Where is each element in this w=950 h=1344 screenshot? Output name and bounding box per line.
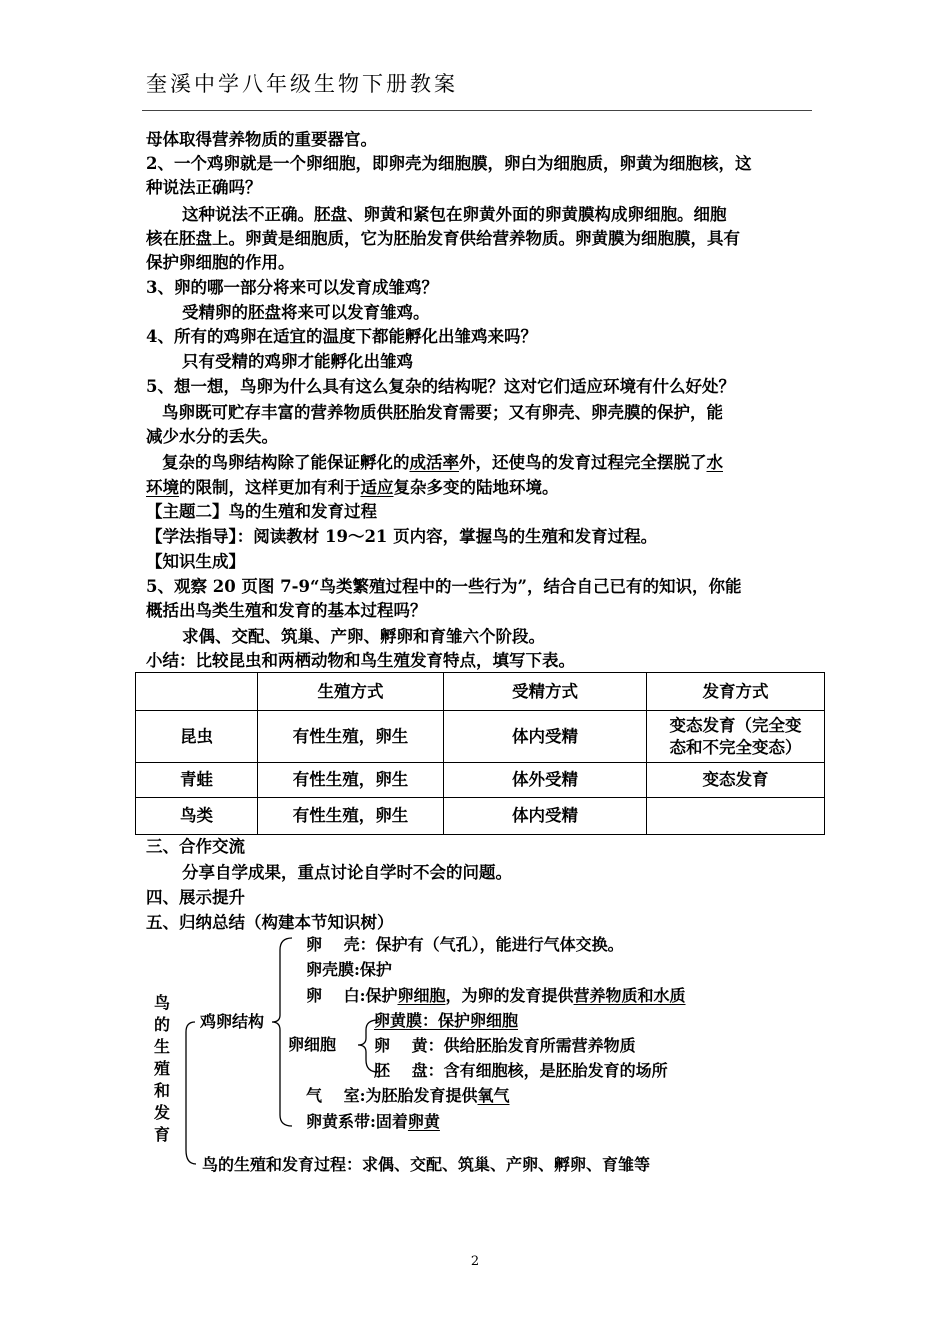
table-header: 受精方式 [444,673,647,711]
tree-node-shell: 卵 壳：保护有（气孔），能进行气体交换。 [306,935,624,954]
section-3-heading: 三、合作交流 [146,837,245,856]
tree-node-process: 鸟的生殖和发育过程：求偶、交配、筑巢、产卵、孵卵、育雏等 [202,1155,651,1174]
answer-3: 受精卵的胚盘将来可以发育雏鸡。 [182,303,430,322]
table-cell: 变态发育（完全变 态和不完全变态） [647,711,825,763]
table-cell: 鸟类 [136,798,258,835]
tree-node-white: 卵 白:保护卵细胞，为卵的发育提供营养物质和水质 [306,986,686,1005]
page-number: 2 [470,1254,480,1269]
text-line: 种说法正确吗？ [146,178,262,197]
table-cell: 体内受精 [444,711,647,763]
text-line: 复杂的鸟卵结构除了能保证孵化的成活率外，还使鸟的发育过程完全摆脱了水 [162,453,723,472]
question-5: 5、想一想，鸟卵为什么具有这么复杂的结构呢？这对它们适应环境有什么好处？ [146,377,735,396]
tree-node-chalaza: 卵黄系带:固着卵黄 [306,1112,440,1131]
tree-node-shell-membrane: 卵壳膜:保护 [306,960,392,979]
question-5b: 5、观察 20 页图 7-9“鸟类繁殖过程中的一些行为”，结合自己已有的知识，你能 [146,577,742,596]
tree-node-structure: 鸡卵结构 [200,1012,265,1031]
tree-node-yolk: 卵 黄：供给胚胎发育所需营养物质 [374,1036,636,1055]
text-line: 减少水分的丢失。 [146,427,278,446]
table-cell: 变态发育 [647,763,825,798]
table-cell: 有性生殖，卵生 [258,798,444,835]
text-line: 保护卵细胞的作用。 [146,253,295,272]
text-line: 母体取得营养物质的重要器官。 [146,130,377,149]
question-4: 4、所有的鸡卵在适宜的温度下都能孵化出雏鸡来吗？ [146,327,537,346]
table-cell: 有性生殖，卵生 [258,763,444,798]
answer-5: 鸟卵既可贮存丰富的营养物质供胚胎发育需要；又有卵壳、卵壳膜的保护，能 [162,403,723,422]
table-cell: 有性生殖，卵生 [258,711,444,763]
table-header: 发育方式 [647,673,825,711]
table-cell: 昆虫 [136,711,258,763]
table-header: 生殖方式 [258,673,444,711]
page-header: 奎溪中学八年级生物下册教案 [146,72,458,96]
answer-2: 这种说法不正确。胚盘、卵黄和紧包在卵黄外面的卵黄膜构成卵细胞。细胞 [182,205,727,224]
text-line: 核在胚盘上。卵黄是细胞质，它为胚胎发育供给营养物质。卵黄膜为细胞膜，具有 [146,229,740,248]
knowledge-heading: 【知识生成】 [146,552,245,571]
question-2: 2、一个鸡卵就是一个卵细胞，即卵壳为细胞膜，卵白为细胞质，卵黄为细胞核，这 [146,154,752,173]
section-5-heading: 五、归纳总结（构建本节知识树） [146,913,394,932]
tree-root: 鸟 的 生 殖 和 发 育 [153,993,170,1144]
text-line: 概括出鸟类生殖和发育的基本过程吗？ [146,601,427,620]
answer-4: 只有受精的鸡卵才能孵化出雏鸡 [182,352,413,371]
tree-node-disc: 胚 盘：含有细胞核，是胚胎发育的场所 [374,1061,668,1080]
study-guide: 【学法指导】：阅读教材 19～21 页内容，掌握鸟的生殖和发育过程。 [146,527,658,546]
question-3: 3、卵的哪一部分将来可以发育成雏鸡？ [146,278,438,297]
topic-2-heading: 【主题二】鸟的生殖和发育过程 [146,502,377,521]
answer-5b: 求偶、交配、筑巢、产卵、孵卵和育雏六个阶段。 [182,627,545,646]
tree-node-egg-cell: 卵细胞 [288,1035,337,1054]
tree-node-air-chamber: 气 室:为胚胎发育提供氧气 [306,1086,510,1105]
tree-node-yolk-membrane: 卵黄膜：保护卵细胞 [374,1011,519,1030]
text-line: 分享自学成果，重点讨论自学时不会的问题。 [182,863,512,882]
table-cell: 体外受精 [444,763,647,798]
section-4-heading: 四、展示提升 [146,888,245,907]
summary-line: 小结：比较昆虫和两栖动物和鸟生殖发育特点，填写下表。 [146,651,575,670]
table-cell: 体内受精 [444,798,647,835]
table-cell: 青蛙 [136,763,258,798]
text-line: 环境的限制，这样更加有利于适应复杂多变的陆地环境。 [146,478,559,497]
